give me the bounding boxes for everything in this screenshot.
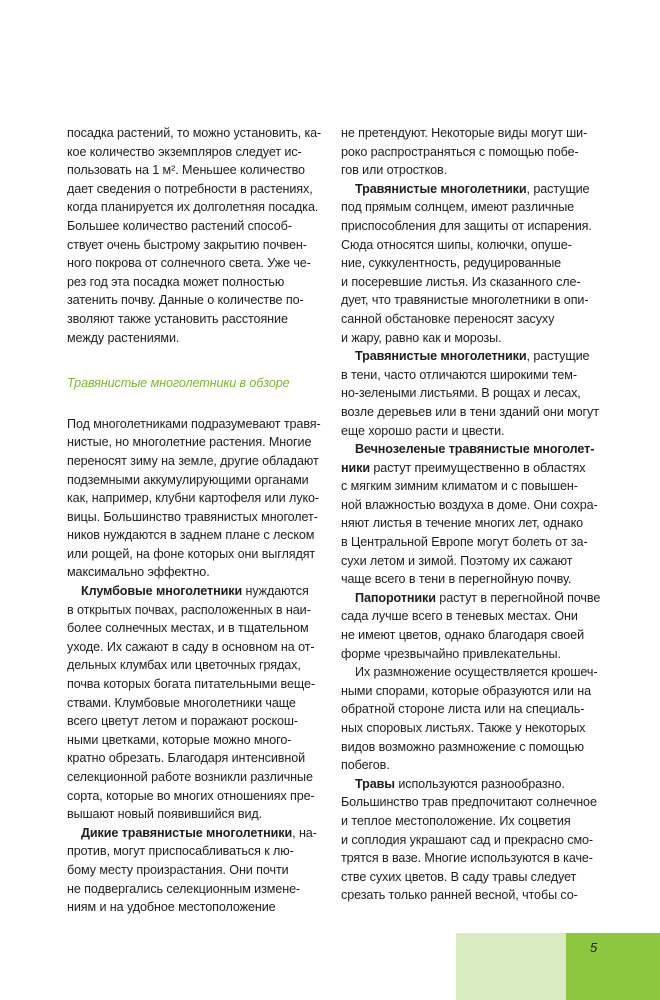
body-line: ствами. Клумбовые многолетники чаще [67, 695, 296, 710]
body-line: с мягким зимним климатом и с повышен- [341, 479, 578, 494]
paragraph-start [67, 824, 329, 843]
left-column [67, 124, 329, 917]
body-line: в открытых почвах, расположенных в наи- [67, 602, 311, 617]
body-line: не подвергались селекционным измене- [67, 881, 301, 896]
body-line: переносят зиму на земле, другие обладают [67, 453, 319, 468]
body-line: селекционной работе возникли различные [67, 770, 313, 784]
body-line: в Центральной Европе могут болеть от за- [341, 535, 588, 550]
paragraph-start [341, 589, 606, 608]
body-line: почва которых богата питательными веще- [67, 677, 316, 692]
paragraph-start [67, 582, 329, 601]
body-line: роко распространяться с помощью побе- [341, 144, 579, 159]
body-line: и теплое местоположение. Их соцветия [341, 813, 571, 828]
body-text: растут в перегнойной почве [435, 590, 601, 605]
body-line: ными спорами, которые образуются или на [341, 683, 591, 698]
body-line: более солнечных местах, и в тщательном [67, 621, 309, 636]
right-column [341, 124, 606, 905]
body-text: , растущие [526, 349, 590, 364]
paragraph-start: Их размножение осуществляется крошеч- [355, 665, 598, 680]
body-line: дует, что травянистые многолетники в опи- [341, 293, 589, 308]
body-line: форме чрезвычайно привлекательны. [341, 646, 561, 661]
body-line: ных споровых листьях. Также у некоторых [341, 721, 586, 735]
body-line: всего цветут летом и поражают роскош- [67, 714, 298, 729]
page-number: 5 [590, 940, 598, 955]
body-line: дает сведения о потребности в растениях, [67, 181, 313, 196]
body-line: еще хорошо расти и цвести. [341, 423, 505, 438]
body-line: ствует очень быстрому закрытию почвен- [67, 237, 307, 252]
body-line: трятся в вазе. Многие используются в каче- [341, 851, 593, 866]
body-line: рез год эта посадка может полностью [67, 274, 285, 289]
body-line: вышают новый появившийся вид. [67, 807, 263, 822]
body-line: и посеревшие листья. Из сказанного сле- [341, 274, 581, 289]
body-line: но-зелеными листьями. В рощах и лесах, [341, 386, 581, 401]
body-line: Большинство трав предпочитают солнечное [341, 795, 597, 810]
body-line: против, могут приспосабливаться к лю- [67, 844, 294, 859]
body-line: Сюда относятся шипы, колючки, опуше- [341, 237, 572, 252]
body-line: или рощей, на фоне которых они выглядят [67, 546, 316, 561]
body-line: чаще всего в тени в перегнойную почву. [341, 572, 572, 587]
body-line: когда планируется их долголетняя посадка. [67, 200, 319, 215]
body-line: и жару, равно как и морозы. [341, 330, 502, 345]
body-line: и соплодия украшают сад и прекрасно смо- [341, 832, 594, 847]
body-line: посадка растений, то можно установить, ка- [67, 126, 322, 140]
section-heading: Травянистые многолетники в обзоре [67, 376, 290, 391]
body-line: пользовать на 1 м². Меньшее количество [67, 163, 305, 178]
body-line: ного покрова от солнечного света. Уже че- [67, 256, 311, 271]
bold-term: Вечнозеленые травянистые многолет- [355, 442, 595, 457]
body-line: ние, суккулентность, редуцированные [341, 256, 562, 271]
body-line: стве сухих цветов. В саду травы следует [341, 869, 577, 884]
body-line: нистые, но многолетние растения. Многие [67, 435, 312, 450]
body-line: под прямым солнцем, имеют различные [341, 200, 575, 215]
body-line: ной влажностью воздуха в доме. Они сохра- [341, 497, 598, 512]
bold-term: Травянистые многолетники [355, 349, 527, 364]
body-line: Большее количество растений способ- [67, 218, 292, 233]
body-line: санной обстановке переносят засуху [341, 311, 555, 326]
body-line: бому месту произрастания. Они почти [67, 862, 289, 877]
paragraph-start [341, 775, 606, 794]
bold-term: Травянистые многолетники [355, 181, 527, 196]
body-line: зволяют также установить расстояние [67, 311, 288, 326]
body-line: кое количество экземпляров следует ис- [67, 144, 302, 159]
body-line [341, 459, 606, 478]
paragraph-start [341, 180, 606, 199]
body-line: максимально эффектно. [67, 565, 210, 580]
body-text: нуждаются [242, 584, 309, 599]
body-line: няют листья в течение многих лет, однако [341, 516, 584, 531]
paragraph-start [341, 347, 606, 366]
body-line: дельных клумбах или цветочных грядах, [67, 658, 301, 673]
body-line: не имеют цветов, однако благодаря своей [341, 628, 585, 643]
body-line: не претендуют. Некоторые виды могут ши- [341, 126, 588, 140]
bold-term: ники [341, 460, 370, 475]
body-text: растут преимущественно в областях [370, 460, 586, 475]
body-line: подземными аккумулирующими органами [67, 472, 309, 487]
body-line: срезать только ранней весной, чтобы со- [341, 888, 578, 903]
body-line: Под многолетниками подразумевают травя- [67, 416, 321, 431]
body-line: сада лучше всего в теневых местах. Они [341, 609, 578, 624]
body-line: возле деревьев или в тени зданий они могут [341, 404, 599, 419]
paragraph-start [341, 440, 606, 459]
footer-light-tab [456, 933, 566, 1000]
body-line: уходе. Их сажают в саду в основном на от- [67, 639, 315, 654]
body-line: побегов. [341, 758, 390, 773]
body-line: кратно обрезать. Благодаря интенсивной [67, 751, 306, 766]
body-line: в тени, часто отличаются широкими тем- [341, 367, 577, 382]
body-text: , на- [292, 825, 317, 840]
body-line: ниям и на удобное местоположение [67, 900, 276, 915]
body-line: как, например, клубни картофеля или луко- [67, 491, 319, 506]
body-line: затенить почву. Данные о количестве по- [67, 293, 304, 308]
body-text: используются разнообразно. [394, 776, 565, 791]
body-line: приспособления для защиты от испарения. [341, 218, 592, 233]
body-line: видов возможно размножение с помощью [341, 739, 584, 754]
body-line: сухи летом и зимой. Поэтому их сажают [341, 553, 573, 568]
body-line: между растениями. [67, 330, 180, 345]
body-line: обратной стороне листа или на специаль- [341, 702, 585, 717]
body-line: гов или отростков. [341, 163, 448, 178]
bold-term: Папоротники [355, 590, 436, 605]
body-line: ников нуждаются в заднем плане с леском [67, 528, 315, 543]
footer-dark-tab [566, 933, 660, 1000]
bold-term: Травы [355, 776, 395, 791]
body-line: сорта, которые во многих отношениях пре- [67, 788, 315, 803]
body-line: ными цветками, которые можно много- [67, 732, 292, 747]
bold-term: Клумбовые многолетники [81, 584, 243, 599]
body-line: вицы. Большинство травянистых многолет- [67, 509, 318, 524]
body-text: , растущие [526, 181, 590, 196]
bold-term: Дикие травянистые многолетники [81, 825, 293, 840]
